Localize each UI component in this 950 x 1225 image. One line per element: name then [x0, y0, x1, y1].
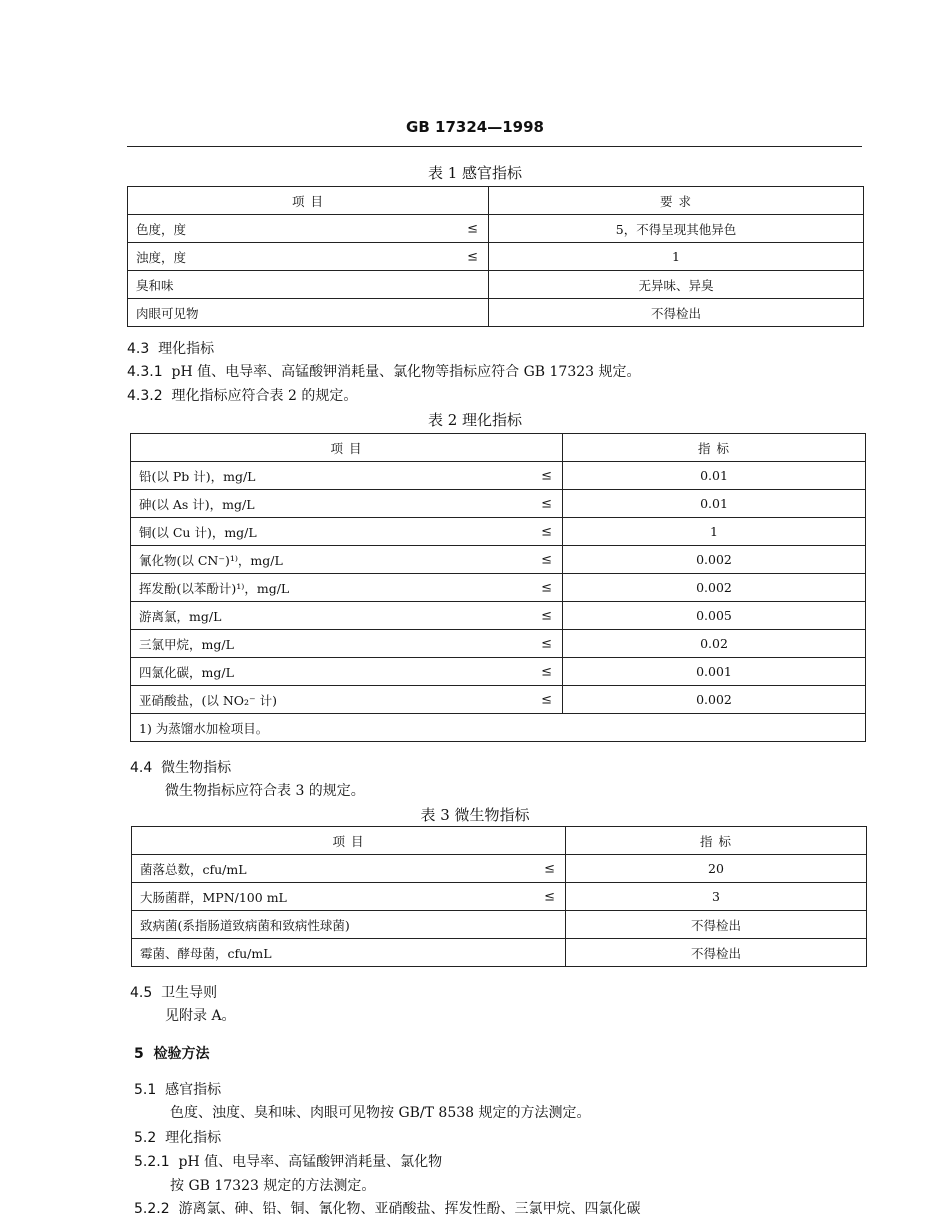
table-row — [131, 602, 866, 630]
table-row — [131, 546, 866, 574]
row-item: 菌落总数，cfu/mL ≤ — [132, 855, 566, 883]
table-row — [131, 658, 866, 686]
table3-caption: 表 3 微生物指标 — [420, 806, 530, 824]
header-item: 项 目 — [128, 187, 489, 215]
row-value: 不得检出 — [566, 939, 867, 967]
table-row — [131, 630, 866, 658]
table-header-row — [128, 187, 864, 215]
row-value: 不得检出 — [566, 911, 867, 939]
row-item: 铅(以 Pb 计)，mg/L ≤ — [131, 462, 563, 490]
table-header-row — [131, 434, 866, 462]
table-row — [131, 490, 866, 518]
row-value: 0.01 — [563, 490, 866, 518]
table-row — [128, 243, 864, 271]
row-item: 霉菌、酵母菌，cfu/mL — [132, 939, 566, 967]
row-value: 1 — [563, 518, 866, 546]
header-rule — [127, 146, 862, 147]
section-5-1-text: 色度、浊度、臭和味、肉眼可见物按 GB/T 8538 规定的方法测定。 — [170, 1105, 591, 1121]
section-5-2-1-text: 按 GB 17323 规定的方法测定。 — [170, 1178, 376, 1194]
row-value: 0.002 — [563, 546, 866, 574]
row-value: 0.005 — [563, 602, 866, 630]
section-5-2: 5.2 理化指标 — [134, 1130, 222, 1146]
section-5-heading: 5 检验方法 — [134, 1046, 210, 1062]
table-row — [128, 299, 864, 327]
header-item: 项 目 — [131, 434, 563, 462]
header-value: 要 求 — [489, 187, 864, 215]
row-value: 3 — [566, 883, 867, 911]
table-footnote: 1) 为蒸馏水加检项目。 — [131, 714, 866, 742]
header-item: 项 目 — [132, 827, 566, 855]
row-item: 四氯化碳，mg/L ≤ — [131, 658, 563, 686]
table1-caption: 表 1 感官指标 — [427, 164, 523, 182]
table-row — [131, 574, 866, 602]
row-item: 铜(以 Cu 计)，mg/L ≤ — [131, 518, 563, 546]
section-4-3-2: 4.3.2 理化指标应符合表 2 的规定。 — [127, 388, 358, 404]
row-item: 三氯甲烷，mg/L ≤ — [131, 630, 563, 658]
table-row — [132, 911, 867, 939]
row-item: 亚硝酸盐，(以 NO₂⁻ 计) ≤ — [131, 686, 563, 714]
table-note-row — [131, 714, 866, 742]
row-value: 5，不得呈现其他异色 — [489, 215, 864, 243]
row-item: 砷(以 As 计)，mg/L ≤ — [131, 490, 563, 518]
standard-number: GB 17324—1998 — [406, 118, 544, 136]
row-value: 0.002 — [563, 686, 866, 714]
table-row — [132, 939, 867, 967]
table-row — [128, 215, 864, 243]
table-row — [131, 686, 866, 714]
table2-caption: 表 2 理化指标 — [427, 411, 523, 429]
row-item: 致病菌(系指肠道致病菌和致病性球菌) — [132, 911, 566, 939]
section-5-2-1: 5.2.1 pH 值、电导率、高锰酸钾消耗量、氯化物 — [134, 1154, 443, 1170]
table-row — [128, 271, 864, 299]
table-row — [132, 883, 867, 911]
table-row — [132, 855, 867, 883]
section-4-3-1: 4.3.1 pH 值、电导率、高锰酸钾消耗量、氯化物等指标应符合 GB 17323 规定。 — [127, 364, 641, 380]
row-value: 不得检出 — [489, 299, 864, 327]
table3 — [131, 826, 867, 967]
header-value: 指 标 — [563, 434, 866, 462]
row-item: 浊度，度 ≤ — [128, 243, 489, 271]
row-value: 0.001 — [563, 658, 866, 686]
section-4-5: 4.5 卫生导则 — [130, 985, 218, 1001]
section-4-4-text: 微生物指标应符合表 3 的规定。 — [165, 783, 365, 799]
table2 — [130, 433, 866, 742]
table-row — [131, 518, 866, 546]
row-item: 挥发酚(以苯酚计)¹⁾，mg/L ≤ — [131, 574, 563, 602]
row-item: 色度，度 ≤ — [128, 215, 489, 243]
row-item: 大肠菌群，MPN/100 mL ≤ — [132, 883, 566, 911]
section-4-3: 4.3 理化指标 — [127, 341, 215, 357]
table-header-row — [132, 827, 867, 855]
table-row — [131, 462, 866, 490]
row-value: 0.002 — [563, 574, 866, 602]
row-value: 无异味、异臭 — [489, 271, 864, 299]
row-value: 0.02 — [563, 630, 866, 658]
section-4-4: 4.4 微生物指标 — [130, 760, 232, 776]
section-4-5-text: 见附录 A。 — [165, 1008, 236, 1024]
row-value: 0.01 — [563, 462, 866, 490]
table1 — [127, 186, 864, 327]
section-5-1: 5.1 感官指标 — [134, 1082, 222, 1098]
row-item: 游离氯，mg/L ≤ — [131, 602, 563, 630]
section-5-2-2: 5.2.2 游离氯、砷、铅、铜、氰化物、亚硝酸盐、挥发性酚、三氯甲烷、四氯化碳 — [134, 1201, 641, 1217]
row-value: 20 — [566, 855, 867, 883]
header-value: 指 标 — [566, 827, 867, 855]
row-value: 1 — [489, 243, 864, 271]
row-item: 氰化物(以 CN⁻)¹⁾，mg/L ≤ — [131, 546, 563, 574]
row-item: 肉眼可见物 — [128, 299, 489, 327]
row-item: 臭和味 — [128, 271, 489, 299]
